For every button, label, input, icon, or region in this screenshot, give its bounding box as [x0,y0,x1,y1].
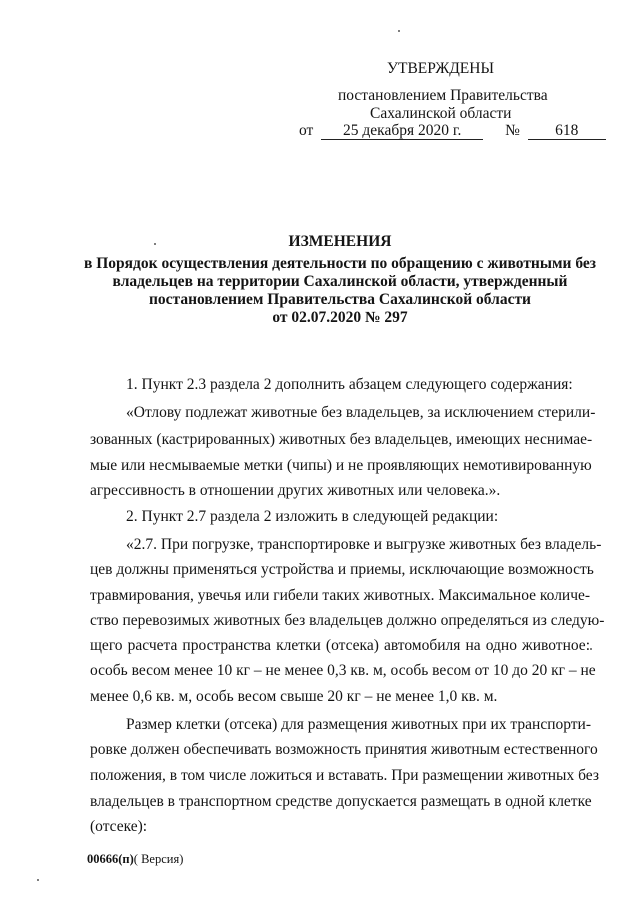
paragraph-1: 1. Пункт 2.3 раздела 2 дополнить абзацем следующего содержания: [126,376,573,393]
scan-speck [398,30,400,32]
paragraph-5-line: ровке должен обеспечивать возможность принятия животным естественного [90,741,598,758]
paragraph-4-line: щего расчета пространства клетки (отсека) автомобиля на одно животное: [90,637,590,654]
approval-heading: УТВЕРЖДЕНЫ [387,60,494,77]
approval-date: 25 декабря 2020 г. [321,123,483,140]
document-code [87,852,183,867]
approval-line-2: Сахалинской области [370,105,512,122]
paragraph-4-line: «2.7. При погрузке, транспортировке и выгрузке животных без владель- [126,536,602,553]
paragraph-4-line: особь весом менее 10 кг – не менее 0,3 кв. м, особь весом от 10 до 20 кг – не [90,662,596,679]
footer-version: ( Версия) [133,852,184,866]
approval-date-row [299,122,606,140]
document-heading: ИЗМЕНЕНИЯ [288,233,392,250]
title-line-1: в Порядок осуществления деятельности по обращению с животными без [84,255,596,272]
paragraph-2-line: агрессивность в отношении других животных или человека.». [90,482,501,499]
paragraph-5-line: (отсеке): [90,818,148,835]
footer-code: 00666(п) [87,852,134,866]
paragraph-5-line: Размер клетки (отсека) для размещения животных при их транспорти- [126,716,592,733]
paragraph-4-line: менее 0,6 кв. м, особь весом свыше 20 кг – не менее 1,0 кв. м. [90,688,498,705]
paragraph-5-line: положения, в том числе ложиться и вставать. При размещении животных без [90,767,599,784]
title-line-4: от 02.07.2020 № 297 [272,309,408,326]
paragraph-2-line: зованных (кастрированных) животных без владельцев, имеющих неснимае- [90,431,593,448]
paragraph-2-line: мые или несмываемые метки (чипы) и не проявляющих немотивированную [90,457,592,474]
paragraph-2-line: «Отлову подлежат животные без владельцев, за исключением стерили- [126,404,596,421]
paragraph-4-line: цев должны применяться устройства и приемы, исключающие возможность [90,561,594,578]
approval-line-1: постановлением Правительства [338,87,548,104]
paragraph-5-line: владельцев в транспортном средстве допускается размещать в одной клетке [90,793,592,810]
scan-speck [37,879,39,881]
title-line-2: владельцев на территории Сахалинской области, утвержденный [112,273,568,290]
scan-speck [590,648,592,650]
scan-speck [154,243,156,245]
number-prefix: № [505,122,520,139]
title-line-3: постановлением Правительства Сахалинской области [148,291,531,308]
approval-number: 618 [528,123,606,140]
paragraph-4-line: травмирования, увечья или гибели таких животных. Максимальное количе- [90,587,591,604]
date-prefix: от [299,122,314,139]
paragraph-3: 2. Пункт 2.7 раздела 2 изложить в следующей редакции: [126,508,499,525]
paragraph-4-line: ство перевозимых животных без владельцев должно определяться из следую- [90,612,605,629]
